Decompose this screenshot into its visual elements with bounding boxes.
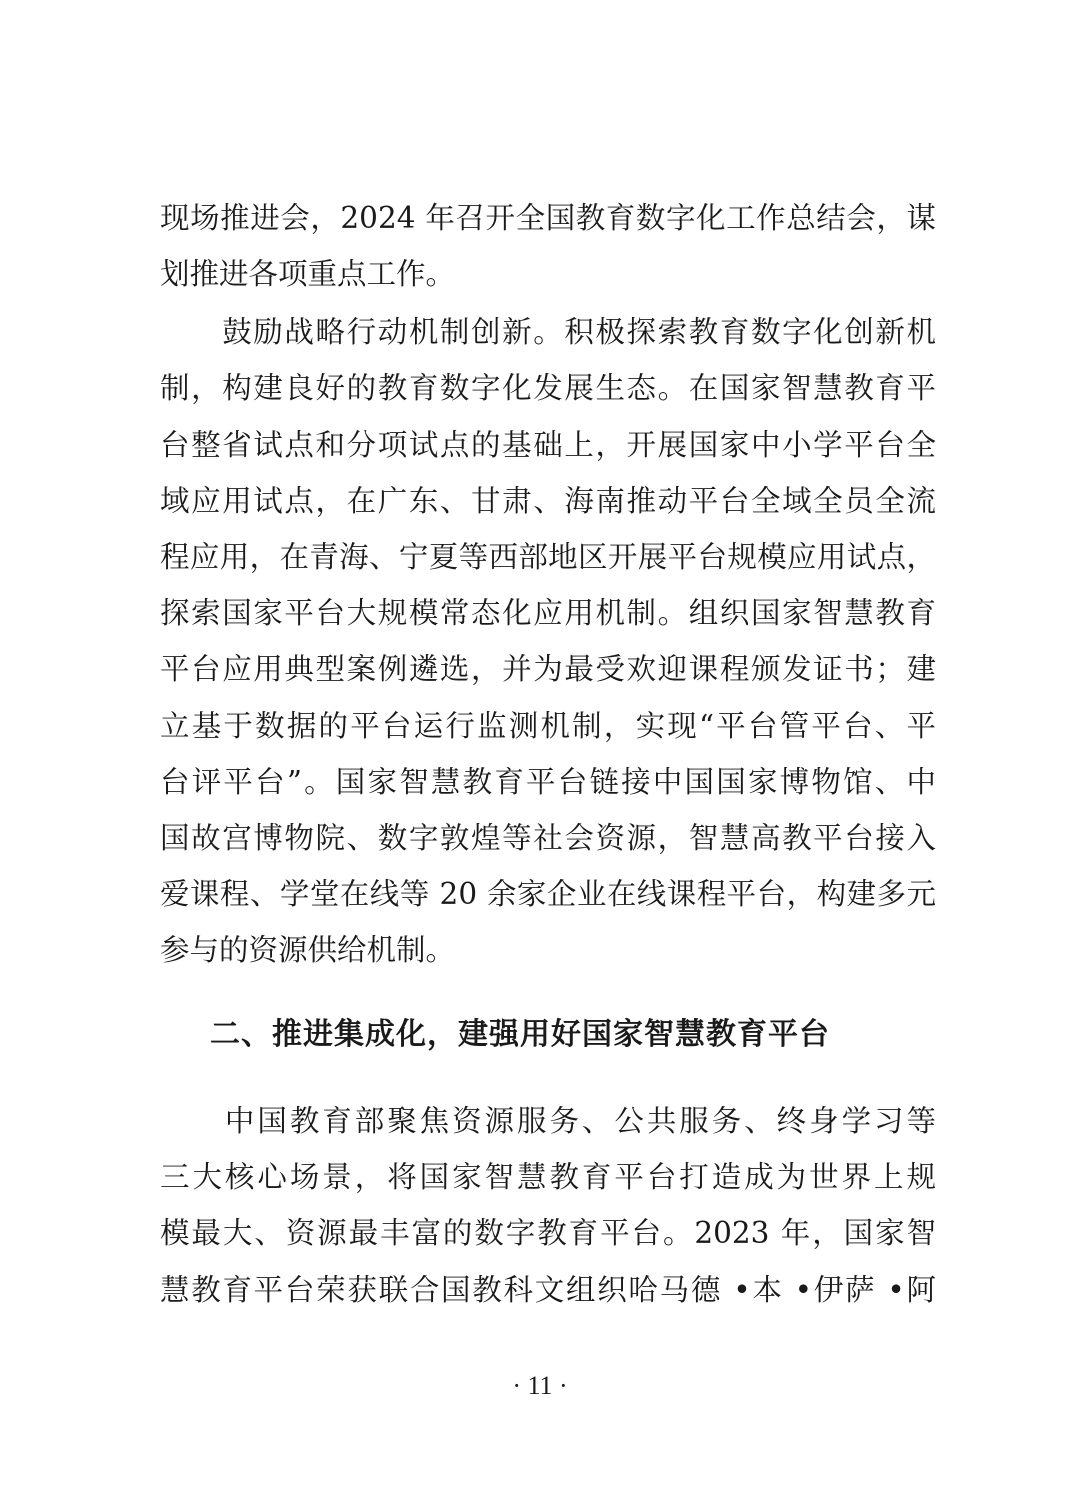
paragraph-line: 台评平台”。国家智慧教育平台链接中国国家博物馆、中: [160, 765, 936, 799]
paragraph-line: 慧教育平台荣获联合国教科文组织哈马德 •本 •伊萨 •阿: [160, 1273, 936, 1307]
paragraph-line: 平台应用典型案例遴选，并为最受欢迎课程颁发证书；建: [160, 652, 936, 686]
page-number: · 11 ·: [512, 1371, 568, 1400]
paragraph-line: 模最大、资源最丰富的数字教育平台。2023 年，国家智: [160, 1216, 936, 1250]
paragraph-line: 域应用试点，在广东、甘肃、海南推动平台全域全员全流: [160, 484, 936, 518]
paragraph-line: 国故宫博物院、数字敦煌等社会资源，智慧高教平台接入: [160, 821, 936, 855]
paragraph-line: 鼓励战略行动机制创新。积极探索教育数字化创新机: [160, 315, 936, 349]
section-heading: 二、推进集成化，建强用好国家智慧教育平台: [210, 1017, 830, 1052]
paragraph-line: 立基于数据的平台运行监测机制，实现“平台管平台、平: [160, 709, 936, 743]
paragraph-line: 制，构建良好的教育数字化发展生态。在国家智慧教育平: [160, 371, 936, 405]
paragraph-line: 爱课程、学堂在线等 20 余家企业在线课程平台，构建多元: [160, 877, 936, 911]
paragraph-line: 三大核心场景，将国家智慧教育平台打造成为世界上规: [160, 1160, 936, 1194]
paragraph-line: 程应用，在青海、宁夏等西部地区开展平台规模应用试点，: [160, 540, 936, 574]
paragraph-line: 中国教育部聚焦资源服务、公共服务、终身学习等: [160, 1104, 936, 1138]
paragraph-line: 探索国家平台大规模常态化应用机制。组织国家智慧教育: [160, 596, 936, 630]
paragraph-line: 台整省试点和分项试点的基础上，开展国家中小学平台全: [160, 428, 936, 462]
paragraph-line: 划推进各项重点工作。: [160, 257, 456, 291]
paragraph-line: 参与的资源供给机制。: [160, 933, 456, 967]
paragraph-line: 现场推进会，2024 年召开全国教育数字化工作总结会，谋: [160, 201, 936, 235]
